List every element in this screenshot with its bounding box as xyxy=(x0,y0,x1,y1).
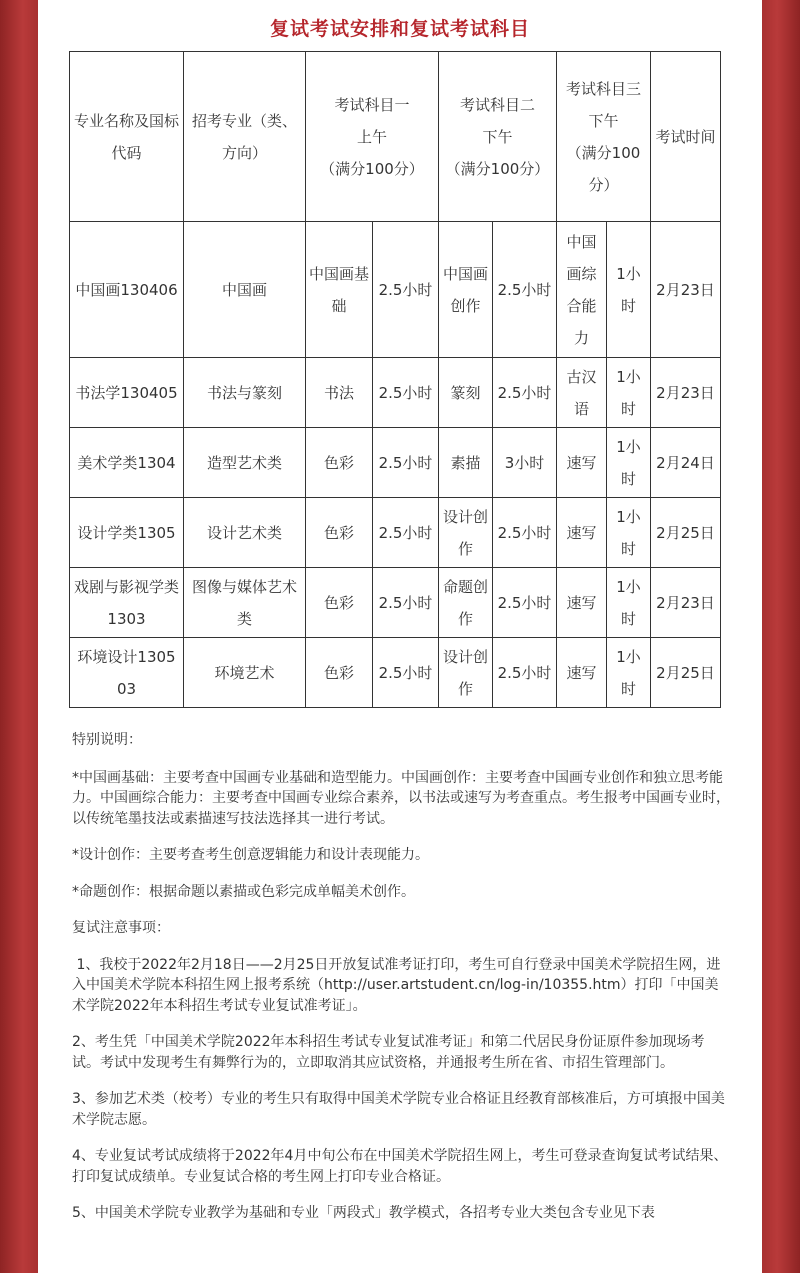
cell-subject2: 素描 xyxy=(439,428,493,498)
header-subject1: 考试科目一 上午 （满分100分） xyxy=(306,52,439,222)
special-notes-heading: 特别说明： xyxy=(72,732,142,748)
cell-date: 2月23日 xyxy=(651,222,721,358)
cell-duration3: 1小时 xyxy=(607,428,651,498)
cell-major: 美术学类1304 xyxy=(70,428,184,498)
cell-subject1: 色彩 xyxy=(306,638,373,708)
cell-duration2: 2.5小时 xyxy=(493,568,557,638)
cell-major: 环境设计130503 xyxy=(70,638,184,708)
table-row xyxy=(70,358,721,428)
document-panel xyxy=(38,0,762,1273)
table-header-row xyxy=(70,52,721,222)
cell-subject1: 色彩 xyxy=(306,568,373,638)
cell-major: 戏剧与影视学类1303 xyxy=(70,568,184,638)
right-red-border xyxy=(762,0,800,1273)
attention-item-1: 1、我校于2022年2月18日——2月25日开放复试准考证打印，考生可自行登录中国美术学院招生网，进入中国美术学院本科招生网上报考系统（http://user.artstudent.cn/log-in/10355.htm）打印「中国美术学院2022年本科招生考试专业复试准考证」。 xyxy=(72,956,721,1014)
attention-item-3: 3、参加艺术类（校考）专业的考生只有取得中国美术学院专业合格证且经教育部核准后，方可填报中国美术学院志愿。 xyxy=(72,1091,725,1128)
cell-subject3: 速写 xyxy=(557,568,607,638)
cell-date: 2月24日 xyxy=(651,428,721,498)
note-chinese-painting: *中国画基础：主要考查中国画专业基础和造型能力。中国画创作：主要考查中国画专业创作和独立思考能力。中国画综合能力：主要考查中国画专业综合素养，以书法或速写为考查重点。考生报考中国画专业时，以传统笔墨技法或素描速写技法选择其一进行考试。 xyxy=(72,769,730,827)
cell-duration2: 2.5小时 xyxy=(493,498,557,568)
header-direction: 招考专业（类、方向） xyxy=(184,52,306,222)
cell-date: 2月25日 xyxy=(651,638,721,708)
cell-subject1: 中国画基础 xyxy=(306,222,373,358)
table-row xyxy=(70,568,721,638)
cell-subject2: 设计创作 xyxy=(439,638,493,708)
header-subject2: 考试科目二 下午 （满分100分） xyxy=(439,52,557,222)
cell-date: 2月23日 xyxy=(651,568,721,638)
table-row xyxy=(70,222,721,358)
cell-subject1: 色彩 xyxy=(306,428,373,498)
cell-subject3: 古汉语 xyxy=(557,358,607,428)
attention-item-5: 5、中国美术学院专业教学为基础和专业「两段式」教学模式，各招考专业大类包含专业见下表 xyxy=(72,1205,655,1221)
attention-item-2: 2、考生凭「中国美术学院2022年本科招生考试专业复试准考证」和第二代居民身份证原件参加现场考试。考试中发现考生有舞弊行为的，立即取消其应试资格，并通报考生所在省、市招生管理部门。 xyxy=(72,1034,705,1071)
cell-subject2: 中国画创作 xyxy=(439,222,493,358)
left-red-border xyxy=(0,0,38,1273)
note-theme-creation: *命题创作：根据命题以素描或色彩完成单幅美术创作。 xyxy=(72,883,415,900)
cell-duration3: 1小时 xyxy=(607,498,651,568)
table-row xyxy=(70,428,721,498)
cell-subject2: 篆刻 xyxy=(439,358,493,428)
cell-duration2: 2.5小时 xyxy=(493,358,557,428)
cell-duration3: 1小时 xyxy=(607,222,651,358)
cell-subject3: 速写 xyxy=(557,638,607,708)
cell-duration3: 1小时 xyxy=(607,568,651,638)
cell-duration1: 2.5小时 xyxy=(373,358,439,428)
cell-subject1: 书法 xyxy=(306,358,373,428)
cell-subject2: 命题创作 xyxy=(439,568,493,638)
cell-direction: 书法与篆刻 xyxy=(184,358,306,428)
cell-duration1: 2.5小时 xyxy=(373,498,439,568)
notes-section xyxy=(72,730,732,1240)
attention-item-4: 4、专业复试考试成绩将于2022年4月中旬公布在中国美术学院招生网上，考生可登录查询复试考试结果、打印复试成绩单。专业复试合格的考生网上打印专业合格证。 xyxy=(72,1148,728,1185)
cell-subject3: 中国画综合能力 xyxy=(557,222,607,358)
attention-heading: 复试注意事项： xyxy=(72,920,170,936)
note-design-creation: *设计创作：主要考查考生创意逻辑能力和设计表现能力。 xyxy=(72,847,429,863)
cell-duration3: 1小时 xyxy=(607,358,651,428)
cell-subject1: 色彩 xyxy=(306,498,373,568)
cell-direction: 中国画 xyxy=(184,222,306,358)
table-row xyxy=(70,498,721,568)
cell-direction: 环境艺术 xyxy=(184,638,306,708)
cell-duration3: 1小时 xyxy=(607,638,651,708)
cell-duration1: 2.5小时 xyxy=(373,568,439,638)
cell-direction: 造型艺术类 xyxy=(184,428,306,498)
cell-major: 中国画130406 xyxy=(70,222,184,358)
cell-duration2: 2.5小时 xyxy=(493,638,557,708)
cell-direction: 图像与媒体艺术类 xyxy=(184,568,306,638)
cell-subject3: 速写 xyxy=(557,498,607,568)
exam-schedule-table xyxy=(69,51,721,708)
cell-direction: 设计艺术类 xyxy=(184,498,306,568)
cell-duration2: 2.5小时 xyxy=(493,222,557,358)
cell-subject2: 设计创作 xyxy=(439,498,493,568)
cell-major: 书法学130405 xyxy=(70,358,184,428)
cell-duration1: 2.5小时 xyxy=(373,222,439,358)
page-title: 复试考试安排和复试考试科目 xyxy=(269,18,530,40)
cell-date: 2月23日 xyxy=(651,358,721,428)
cell-date: 2月25日 xyxy=(651,498,721,568)
header-time: 考试时间 xyxy=(651,52,721,222)
header-subject3: 考试科目三 下午 （满分100分） xyxy=(557,52,651,222)
cell-duration1: 2.5小时 xyxy=(373,638,439,708)
table-row xyxy=(70,638,721,708)
cell-major: 设计学类1305 xyxy=(70,498,184,568)
cell-duration1: 2.5小时 xyxy=(373,428,439,498)
cell-duration2: 3小时 xyxy=(493,428,557,498)
cell-subject3: 速写 xyxy=(557,428,607,498)
header-major: 专业名称及国标代码 xyxy=(70,52,184,222)
